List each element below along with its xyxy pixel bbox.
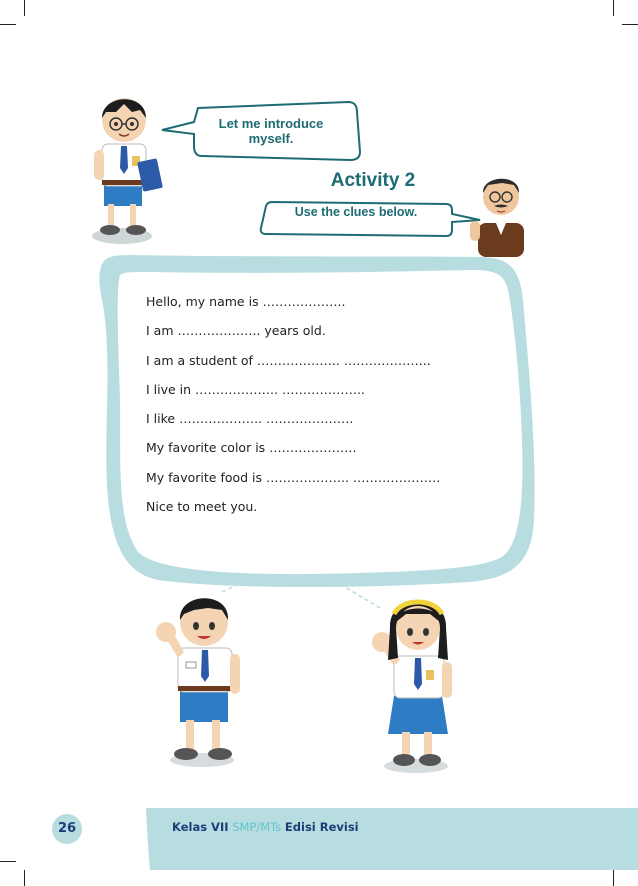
sentence-line: Nice to meet you.	[146, 499, 258, 515]
footer-school: SMP/MTs	[232, 820, 282, 834]
sentence-line: My favorite food is ……………….. …………………	[146, 469, 441, 485]
footer-kelas: Kelas VII	[172, 820, 229, 834]
sentence-line: I like ……………….. …………………	[146, 411, 354, 427]
sentence-line: Hello, my name is ………………..	[146, 294, 346, 309]
footer-edition: Edisi Revisi	[284, 820, 359, 834]
speech-bubble-intro-text: Let me introduce myself.	[218, 116, 324, 146]
footer-book-title	[172, 820, 359, 834]
sentence-line: I live in ……………….. ………………..	[146, 381, 365, 397]
page-number: 26	[52, 814, 82, 844]
sentence-line: My favorite color is …………………	[146, 440, 357, 456]
activity-title: Activity 2	[330, 170, 416, 191]
sentence-line: I am ……………….. years old.	[146, 323, 326, 339]
sentence-line: I am a student of ……………….. ………………...	[146, 352, 431, 368]
speech-bubble-clues-text: Use the clues below.	[294, 205, 418, 219]
